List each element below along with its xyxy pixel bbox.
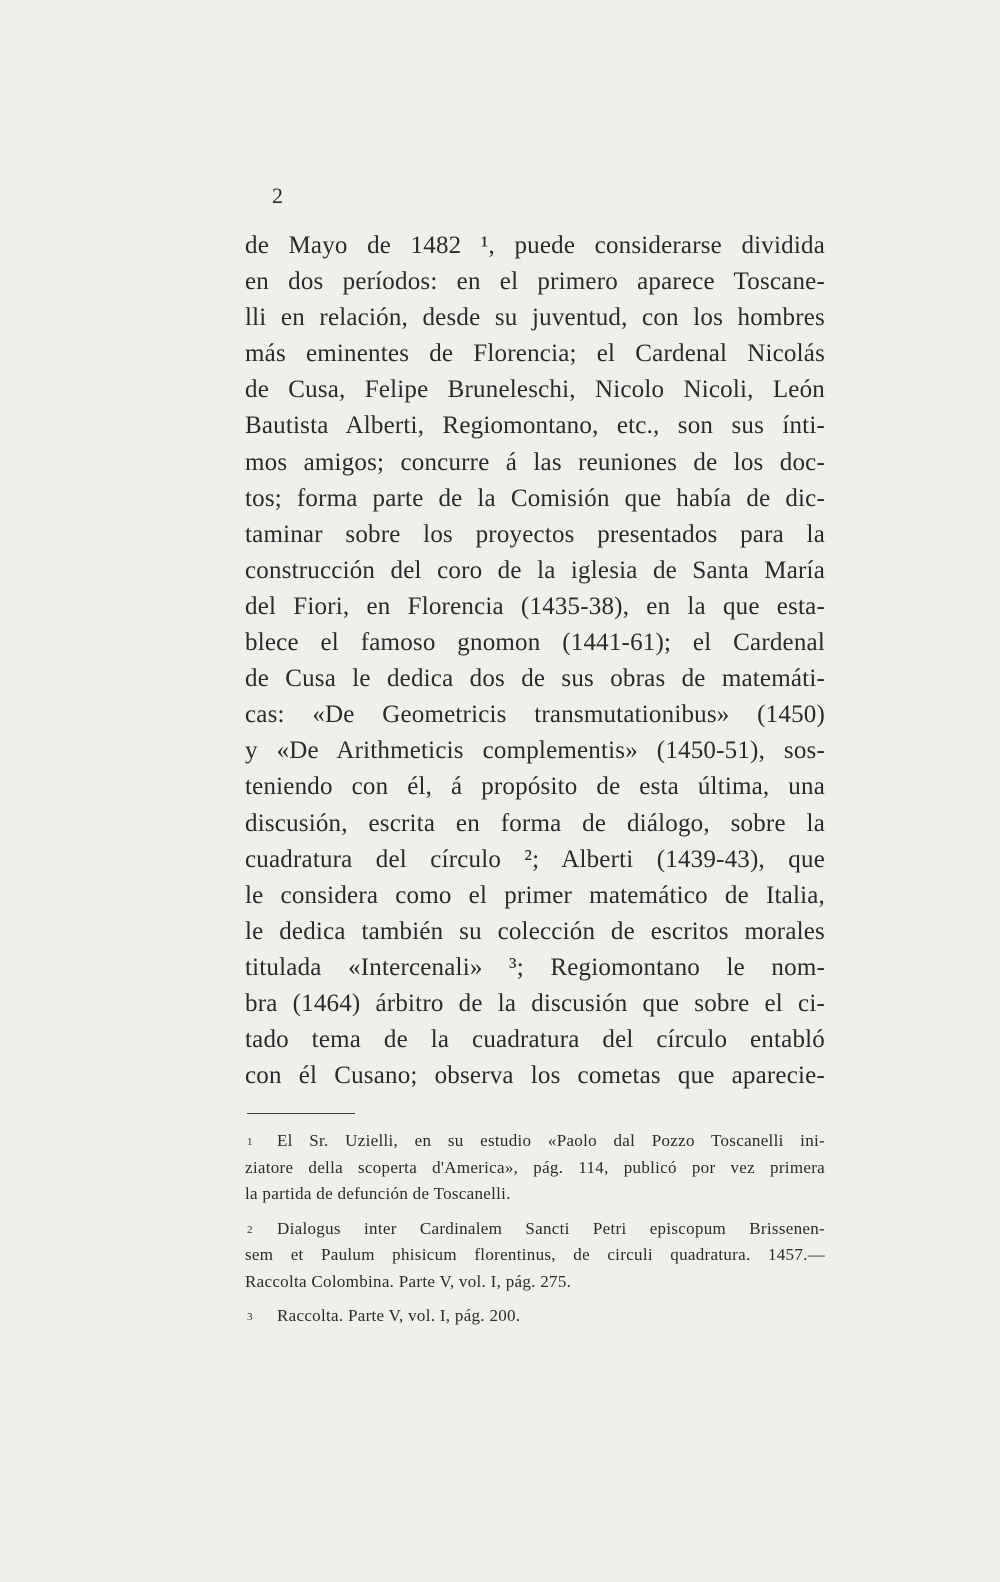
body-line: le dedica también su colección de escritos morales [245, 917, 825, 945]
body-line: con él Cusano; observa los cometas que aparecie- [245, 1062, 825, 1090]
footnote-marker: 1 [247, 1136, 253, 1148]
body-line: cuadratura del círculo ²; Alberti (1439-43), que [245, 845, 825, 873]
body-line: le considera como el primer matemático de Italia, [245, 881, 825, 909]
footnote-separator [247, 1113, 355, 1114]
footnote-line: ziatore della scoperta d'America», pág. 114, publicó por vez primera [245, 1157, 825, 1177]
footnote-marker: 2 [247, 1223, 253, 1236]
footnote-2 [245, 1216, 825, 1296]
body-line: tos; forma parte de la Comisión que había de dic- [245, 484, 825, 512]
body-line: Bautista Alberti, Regiomontano, etc., son sus ínti- [245, 412, 825, 440]
body-line: de Cusa le dedica dos de sus obras de matemáti- [245, 665, 825, 693]
body-line: del Fiori, en Florencia (1435-38), en la que esta- [245, 592, 825, 620]
footnote-1 [245, 1128, 825, 1208]
body-line: cas: «De Geometricis transmutationibus» (1450) [245, 701, 825, 729]
body-line: y «De Arithmeticis complementis» (1450-51), sos- [245, 737, 825, 765]
body-line: blece el famoso gnomon (1441-61); el Cardenal [245, 629, 825, 657]
footnote-line: sem et Paulum phisicum florentinus, de circuli quadratura. 1457.— [245, 1245, 825, 1264]
footnote-line: El Sr. Uzielli, en su estudio «Paolo dal Pozzo Toscanelli ini- [277, 1131, 825, 1150]
body-line: de Mayo de 1482 ¹, puede considerarse dividida [245, 232, 825, 259]
body-line: construcción del coro de la iglesia de Santa María [245, 556, 825, 584]
footnote-line: Raccolta. Parte V, vol. I, pág. 200. [277, 1306, 521, 1325]
body-line: discusión, escrita en forma de diálogo, sobre la [245, 809, 825, 837]
body-line: bra (1464) árbitro de la discusión que sobre el ci- [245, 989, 825, 1017]
body-line: titulada «Intercenali» ³; Regiomontano le nom- [245, 953, 825, 981]
body-line: lli en relación, desde su juventud, con los hombres [245, 304, 825, 332]
footnote-marker: 3 [247, 1311, 253, 1323]
footnote-line: Dialogus inter Cardinalem Sancti Petri episcopum Brissenen- [277, 1218, 825, 1238]
footnote-line: Raccolta Colombina. Parte V, vol. I, pág. 275. [245, 1271, 572, 1291]
footnotes [245, 1128, 825, 1338]
body-text [245, 228, 825, 1094]
body-line: en dos períodos: en el primero aparece Toscane- [245, 268, 825, 296]
body-line: de Cusa, Felipe Bruneleschi, Nicolo Nicoli, León [245, 376, 825, 404]
footnote-3 [245, 1303, 825, 1330]
body-line: mos amigos; concurre á las reuniones de los doc- [245, 448, 825, 476]
footnote-line: la partida de defunción de Toscanelli. [245, 1184, 511, 1203]
body-line: más eminentes de Florencia; el Cardenal Nicolás [245, 340, 825, 368]
body-line: tado tema de la cuadratura del círculo entabló [245, 1026, 825, 1054]
page-number: 2 [272, 183, 283, 208]
body-line: teniendo con él, á propósito de esta última, una [245, 773, 825, 801]
body-line: taminar sobre los proyectos presentados para la [245, 520, 825, 548]
